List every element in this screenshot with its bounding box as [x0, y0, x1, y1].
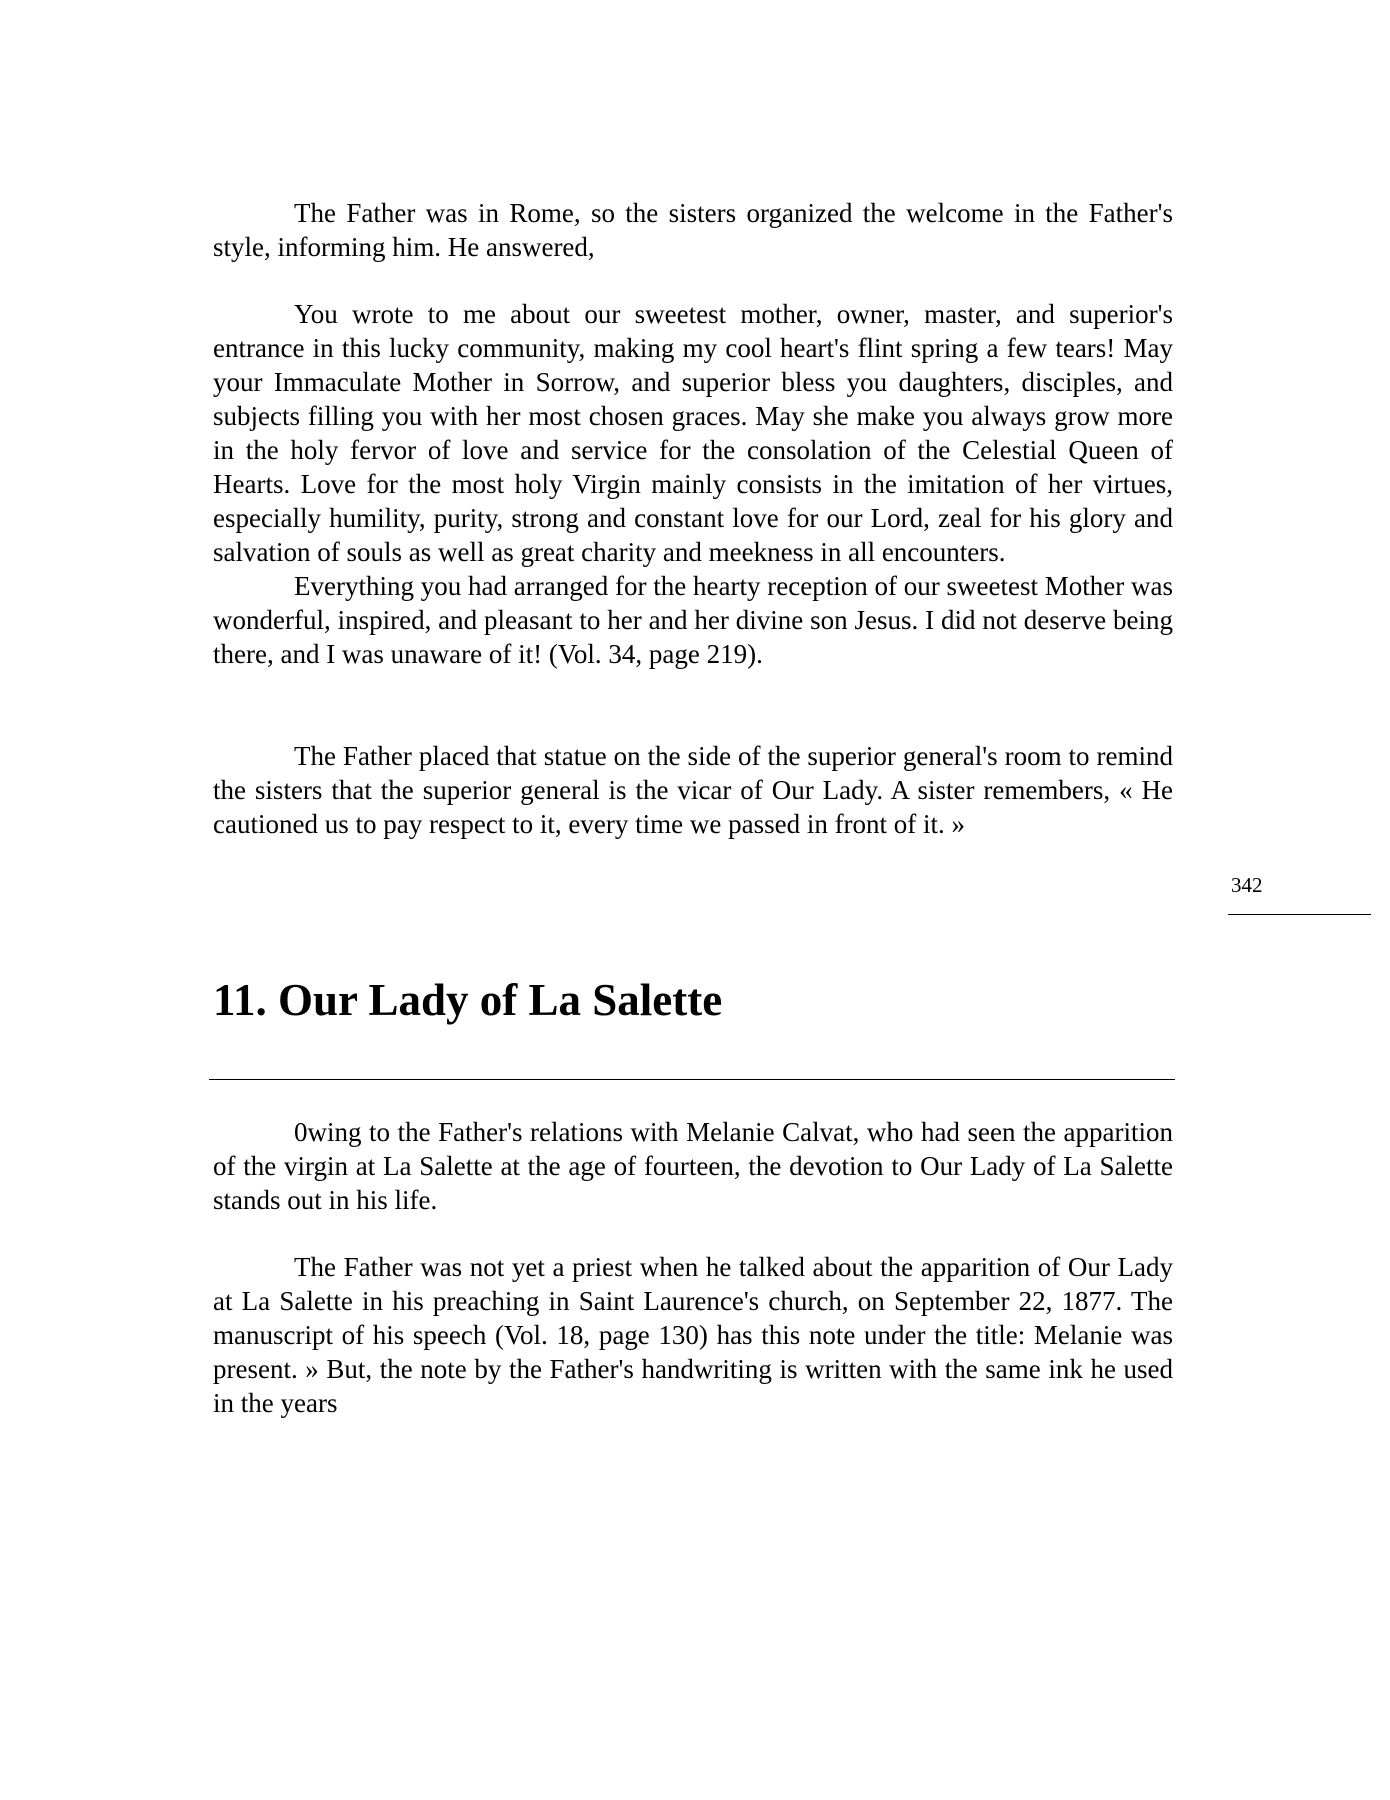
paragraph-preaching: The Father was not yet a priest when he talked about the apparition of Our Lady at La Salette in his preaching in Saint Laurence's church, on September 22, 1877. The manuscript of his speech (Vol. 18, page 130) has this note under the title: Melanie was present. » But, the note by the Father's handwriting is written with the same ink he used in the years	[213, 1252, 1173, 1418]
chapter-divider	[209, 1079, 1175, 1080]
letter-quote	[213, 297, 1173, 671]
page-number-rule	[1228, 914, 1371, 915]
page-number: 342	[1231, 873, 1263, 897]
chapter-body	[213, 1250, 1173, 1420]
paragraph-statue: The Father placed that statue on the side of the superior general's room to remind the sisters that the superior general is the vicar of Our Lady. A sister remembers, « He cautioned us to pay respect to it, every time we passed in front of it. »	[213, 741, 1173, 839]
section-before-chapter	[213, 196, 1173, 264]
paragraph-letter-2: Everything you had arranged for the hearty reception of our sweetest Mother was wonderful, inspired, and pleasant to her and her divine son Jesus. I did not deserve being there, and I was unaware of it! (Vol. 34, page 219).	[213, 571, 1173, 669]
paragraph-intro: The Father was in Rome, so the sisters organized the welcome in the Father's style, informing him. He answered,	[213, 198, 1173, 262]
section-statue	[213, 739, 1173, 841]
chapter-title: 11. Our Lady of La Salette	[213, 975, 723, 1025]
paragraph-melanie: 0wing to the Father's relations with Melanie Calvat, who had seen the apparition of the virgin at La Salette at the age of fourteen, the devotion to Our Lady of La Salette stands out in his life.	[213, 1117, 1173, 1215]
chapter-intro	[213, 1115, 1173, 1217]
paragraph-letter-1: You wrote to me about our sweetest mother, owner, master, and superior's entrance in this lucky community, making my cool heart's flint spring a few tears! May your Immaculate Mother in Sorrow, and superior bless you daughters, disciples, and subjects filling you with her most chosen graces. May she make you always grow more in the holy fervor of love and service for the consolation of the Celestial Queen of Hearts. Love for the most holy Virgin mainly consists in the imitation of her virtues, especially humility, purity, strong and constant love for our Lord, zeal for his glory and salvation of souls as well as great charity and meekness in all encounters.	[213, 299, 1173, 567]
